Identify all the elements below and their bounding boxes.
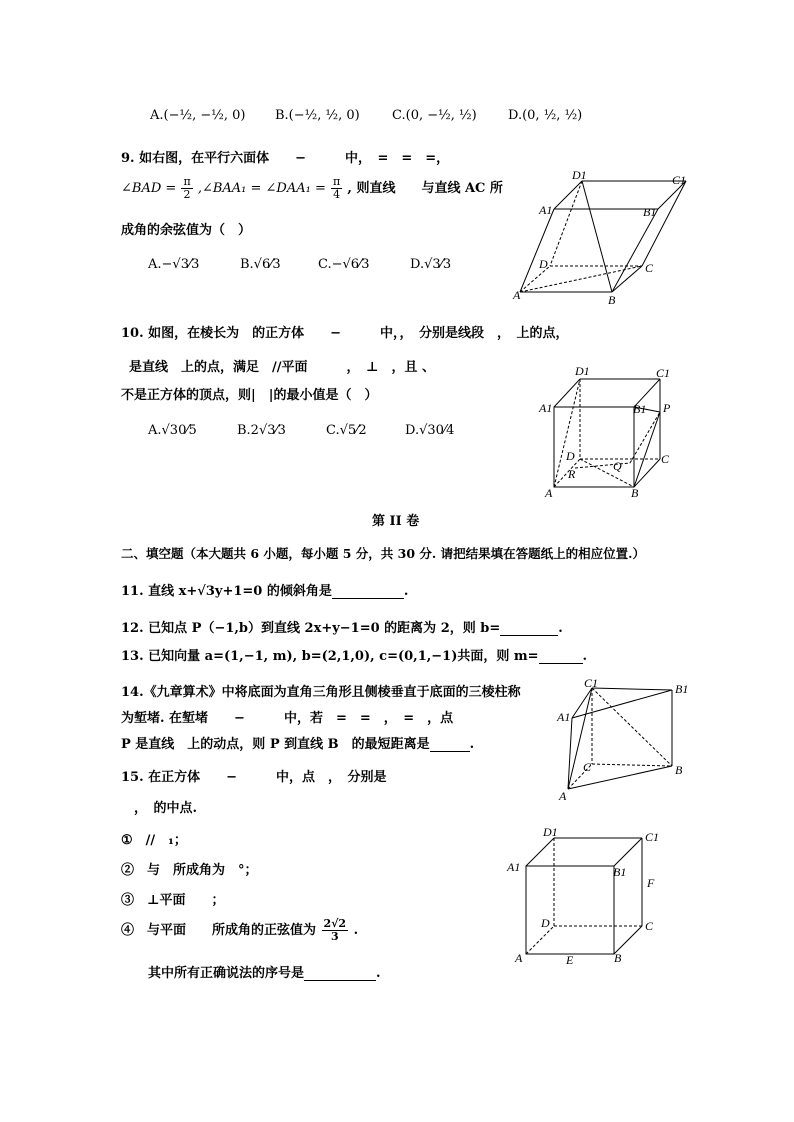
fig15-label-e: E — [566, 953, 574, 967]
q9-option-c: C.−√6⁄3 — [318, 257, 370, 272]
fig10-label-r: R — [568, 467, 576, 481]
fig9-label-b: B — [608, 293, 616, 307]
fig14-label-b: B — [675, 763, 683, 777]
q14-line1: 14.《九章算术》中将底面为直角三角形且侧棱垂直于底面的三棱柱称 — [121, 685, 521, 700]
fig15-label-a: A — [515, 951, 523, 965]
q9-option-b: B.√6⁄3 — [240, 257, 281, 272]
q14-line2: 为堑堵. 在堑堵 − 中，若 = = ， = ，点 — [121, 711, 454, 726]
q15-line2: ， 的中点. — [121, 801, 198, 816]
q10-option-c: C.√5⁄2 — [326, 423, 367, 438]
fig15-label-d: D — [541, 916, 550, 930]
fig10-label-p: P — [663, 401, 671, 415]
q15-item3: ③ ⊥平面 ； — [121, 893, 225, 908]
fig10-label-d: D — [566, 449, 575, 463]
q15-item4: ④ 与平面 所成角的正弦值为 $\frac{2√2}{3}$ . — [121, 917, 359, 943]
q9-option-a: A.−√3⁄3 — [148, 257, 200, 272]
fig9-label-d: D — [539, 257, 548, 271]
q10-line2: 是直线 上的点，满足 //平面 ， ⊥ ，且 、 — [129, 360, 436, 375]
q15-item2: ② 与 所成角为 °； — [121, 863, 258, 878]
q11: 11. 直线 x+√3y+1=0 的倾斜角是 . — [121, 584, 409, 599]
fig9-label-a: A — [513, 288, 521, 302]
q10-line3: 不是正方体的顶点，则| |的最小值是（ ） — [121, 388, 378, 403]
fig10-label-c: C — [661, 452, 670, 466]
section-title: 第 II 卷 — [372, 514, 420, 529]
figure-q10-cube — [535, 360, 685, 500]
q8-option-c: C.(0, −½, ½) — [392, 108, 477, 123]
fig10-label-a: A — [545, 486, 553, 500]
q8-option-a: A.(−½, −½, 0) — [150, 108, 246, 123]
q10-line1: 10. 如图，在棱长为 的正方体 − 中，， 分别是线段 ， 上的点， — [121, 326, 569, 341]
figure-q14-prism — [555, 676, 695, 804]
q12: 12. 已知点 P（−1,b）到直线 2x+y−1=0 的距离为 2，则 b= . — [121, 621, 563, 636]
fig10-label-a1: A1 — [539, 401, 553, 415]
q13: 13. 已知向量 a=(1,−1, m), b=(2,1,0), c=(0,1,−1)共面，则 m= . — [121, 649, 588, 664]
q9-option-d: D.√3⁄3 — [410, 257, 452, 272]
q10-option-a: A.√30⁄5 — [148, 423, 197, 438]
q8-option-d: D.(0, ½, ½) — [508, 108, 583, 123]
fig14-label-b1: B1 — [675, 682, 689, 696]
fig15-label-d1: D1 — [543, 825, 558, 839]
fig15-label-b1: B1 — [613, 865, 627, 879]
fig9-label-b1: B1 — [643, 205, 657, 219]
q15-final: 其中所有正确说法的序号是 . — [148, 966, 381, 981]
q14-line3: P 是直线 上的动点，则 P 到直线 B 的最短距离是 . — [121, 737, 475, 752]
q15-line1: 15. 在正方体 − 中，点 ， 分别是 — [121, 770, 387, 785]
fig15-label-c: C — [645, 919, 654, 933]
fig9-label-c: C — [645, 261, 654, 275]
q8-option-b: B.(−½, ½, 0) — [275, 108, 360, 123]
section-header: 二、填空题（本大题共 6 小题，每小题 5 分，共 30 分. 请把结果填在答题纸上的相应位置.） — [121, 546, 645, 561]
fig9-label-a1: A1 — [539, 203, 553, 217]
q9-line1: 9. 如右图，在平行六面体 − 中， = = =， — [121, 151, 450, 166]
q9-line3: 成角的余弦值为（ ） — [121, 223, 252, 238]
fig14-label-a1: A1 — [557, 710, 571, 724]
q15-item1: ① // ₁； — [121, 833, 187, 848]
fig15-label-b: B — [614, 951, 622, 965]
fig15-label-f: F — [647, 876, 655, 890]
q9-line2: ∠BAD = $\frac{\pi}{2}$ ,∠BAA₁ = ∠DAA₁ = $\frac{\pi}{4}$ , 则直线 与直线 AC 所 — [121, 175, 503, 201]
q10-option-b: B.2√3⁄3 — [237, 423, 286, 438]
fig10-label-d1: D1 — [575, 364, 590, 378]
fig9-label-c1: C1 — [672, 173, 687, 187]
fig10-label-q: Q — [613, 459, 622, 473]
fig10-label-b: B — [631, 486, 639, 500]
fig15-label-a1: A1 — [507, 860, 521, 874]
fig14-label-c1: C1 — [584, 676, 599, 690]
fig15-label-c1: C1 — [645, 830, 660, 844]
figure-q9-parallelepiped — [505, 168, 700, 308]
fig10-label-b1: B1 — [633, 402, 647, 416]
figure-q15-cube — [505, 824, 665, 968]
fig10-label-c1: C1 — [656, 366, 671, 380]
fig14-label-c: C — [583, 760, 592, 774]
fig14-label-a: A — [559, 789, 567, 803]
fig9-label-d1: D1 — [572, 168, 587, 182]
q10-option-d: D.√30⁄4 — [405, 423, 455, 438]
